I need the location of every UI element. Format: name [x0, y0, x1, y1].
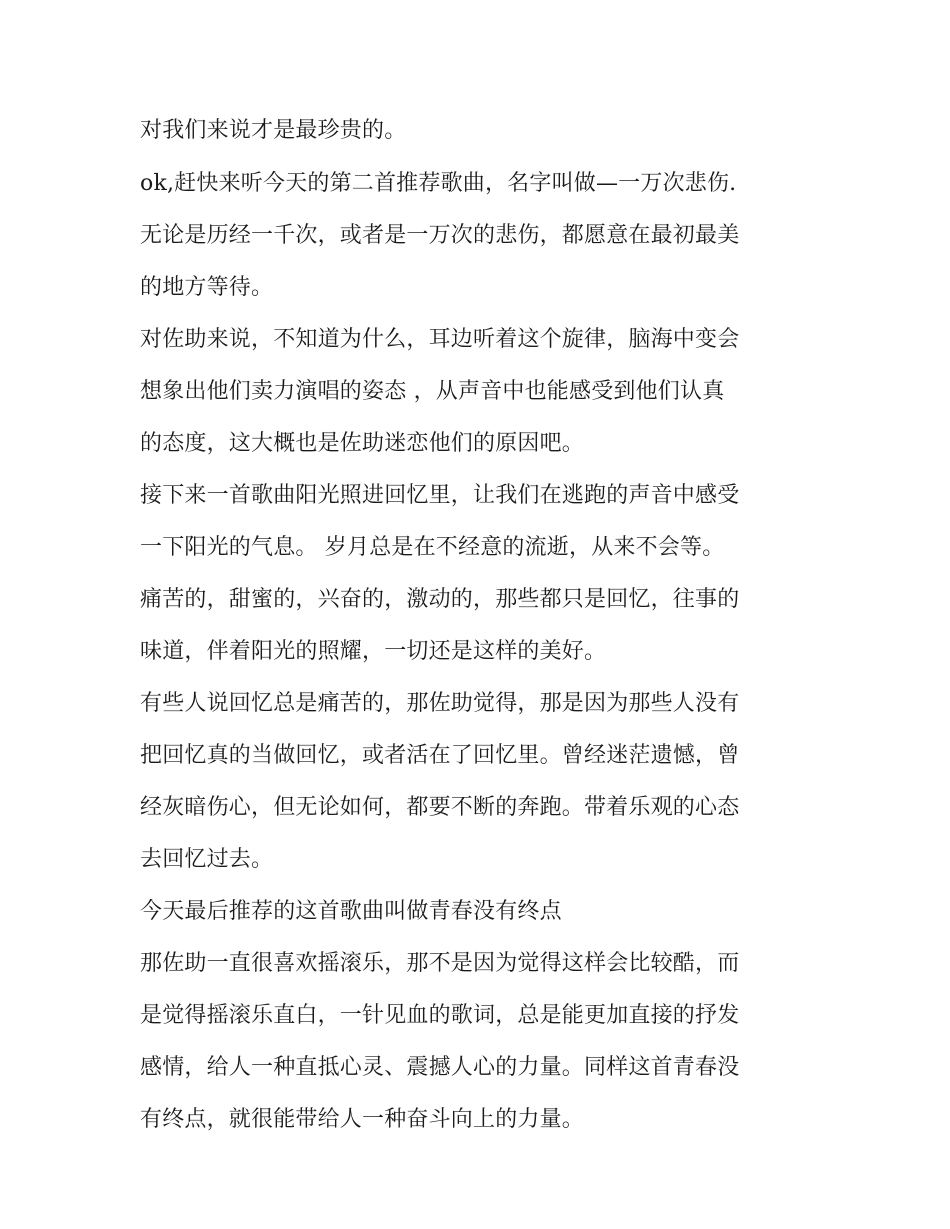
text-line: 把回忆真的当做回忆，或者活在了回忆里。曾经迷茫遗憾，曾: [140, 743, 740, 768]
text-line: 今天最后推荐的这首歌曲叫做青春没有终点: [140, 899, 562, 924]
text-line: 对佐助来说，不知道为什么，耳边听着这个旋律，脑海中变会: [140, 327, 740, 352]
text-line: 感情，给人一种直抵心灵、震撼人心的力量。同样这首青春没: [140, 1055, 740, 1080]
text-line: 的地方等待。: [140, 275, 274, 300]
text-line: 是觉得摇滚乐直白，一针见血的歌词，总是能更加直接的抒发: [140, 1003, 740, 1028]
text-line: 味道，伴着阳光的照耀，一切还是这样的美好。: [140, 639, 607, 664]
text-line: 接下来一首歌曲阳光照进回忆里，让我们在逃跑的声音中感受: [140, 483, 740, 508]
text-line: 痛苦的，甜蜜的，兴奋的，激动的，那些都只是回忆，往事的: [140, 587, 740, 612]
text-line: 的态度，这大概也是佐助迷恋他们的原因吧。: [140, 431, 585, 456]
text-line: 去回忆过去。: [140, 847, 274, 872]
text-line: 一下阳光的气息。 岁月总是在不经意的流逝，从来不会等。: [140, 535, 725, 560]
document-page: [140, 112, 830, 1138]
text-line: 无论是历经一千次，或者是一万次的悲伤，都愿意在最初最美: [140, 223, 740, 248]
text-line: 有终点，就很能带给人一种奋斗向上的力量。: [140, 1107, 585, 1132]
text-line: ok,赶快来听今天的第二首推荐歌曲，名字叫做—一万次悲伤.: [140, 171, 737, 196]
text-line: 对我们来说才是最珍贵的。: [140, 118, 407, 143]
text-line: 经灰暗伤心，但无论如何，都要不断的奔跑。带着乐观的心态: [140, 795, 740, 820]
text-line: 想象出他们卖力演唱的姿态 ，从声音中也能感受到他们认真: [140, 379, 725, 404]
text-line: 有些人说回忆总是痛苦的，那佐助觉得，那是因为那些人没有: [140, 691, 740, 716]
text-line: 那佐助一直很喜欢摇滚乐，那不是因为觉得这样会比较酷，而: [140, 951, 740, 976]
